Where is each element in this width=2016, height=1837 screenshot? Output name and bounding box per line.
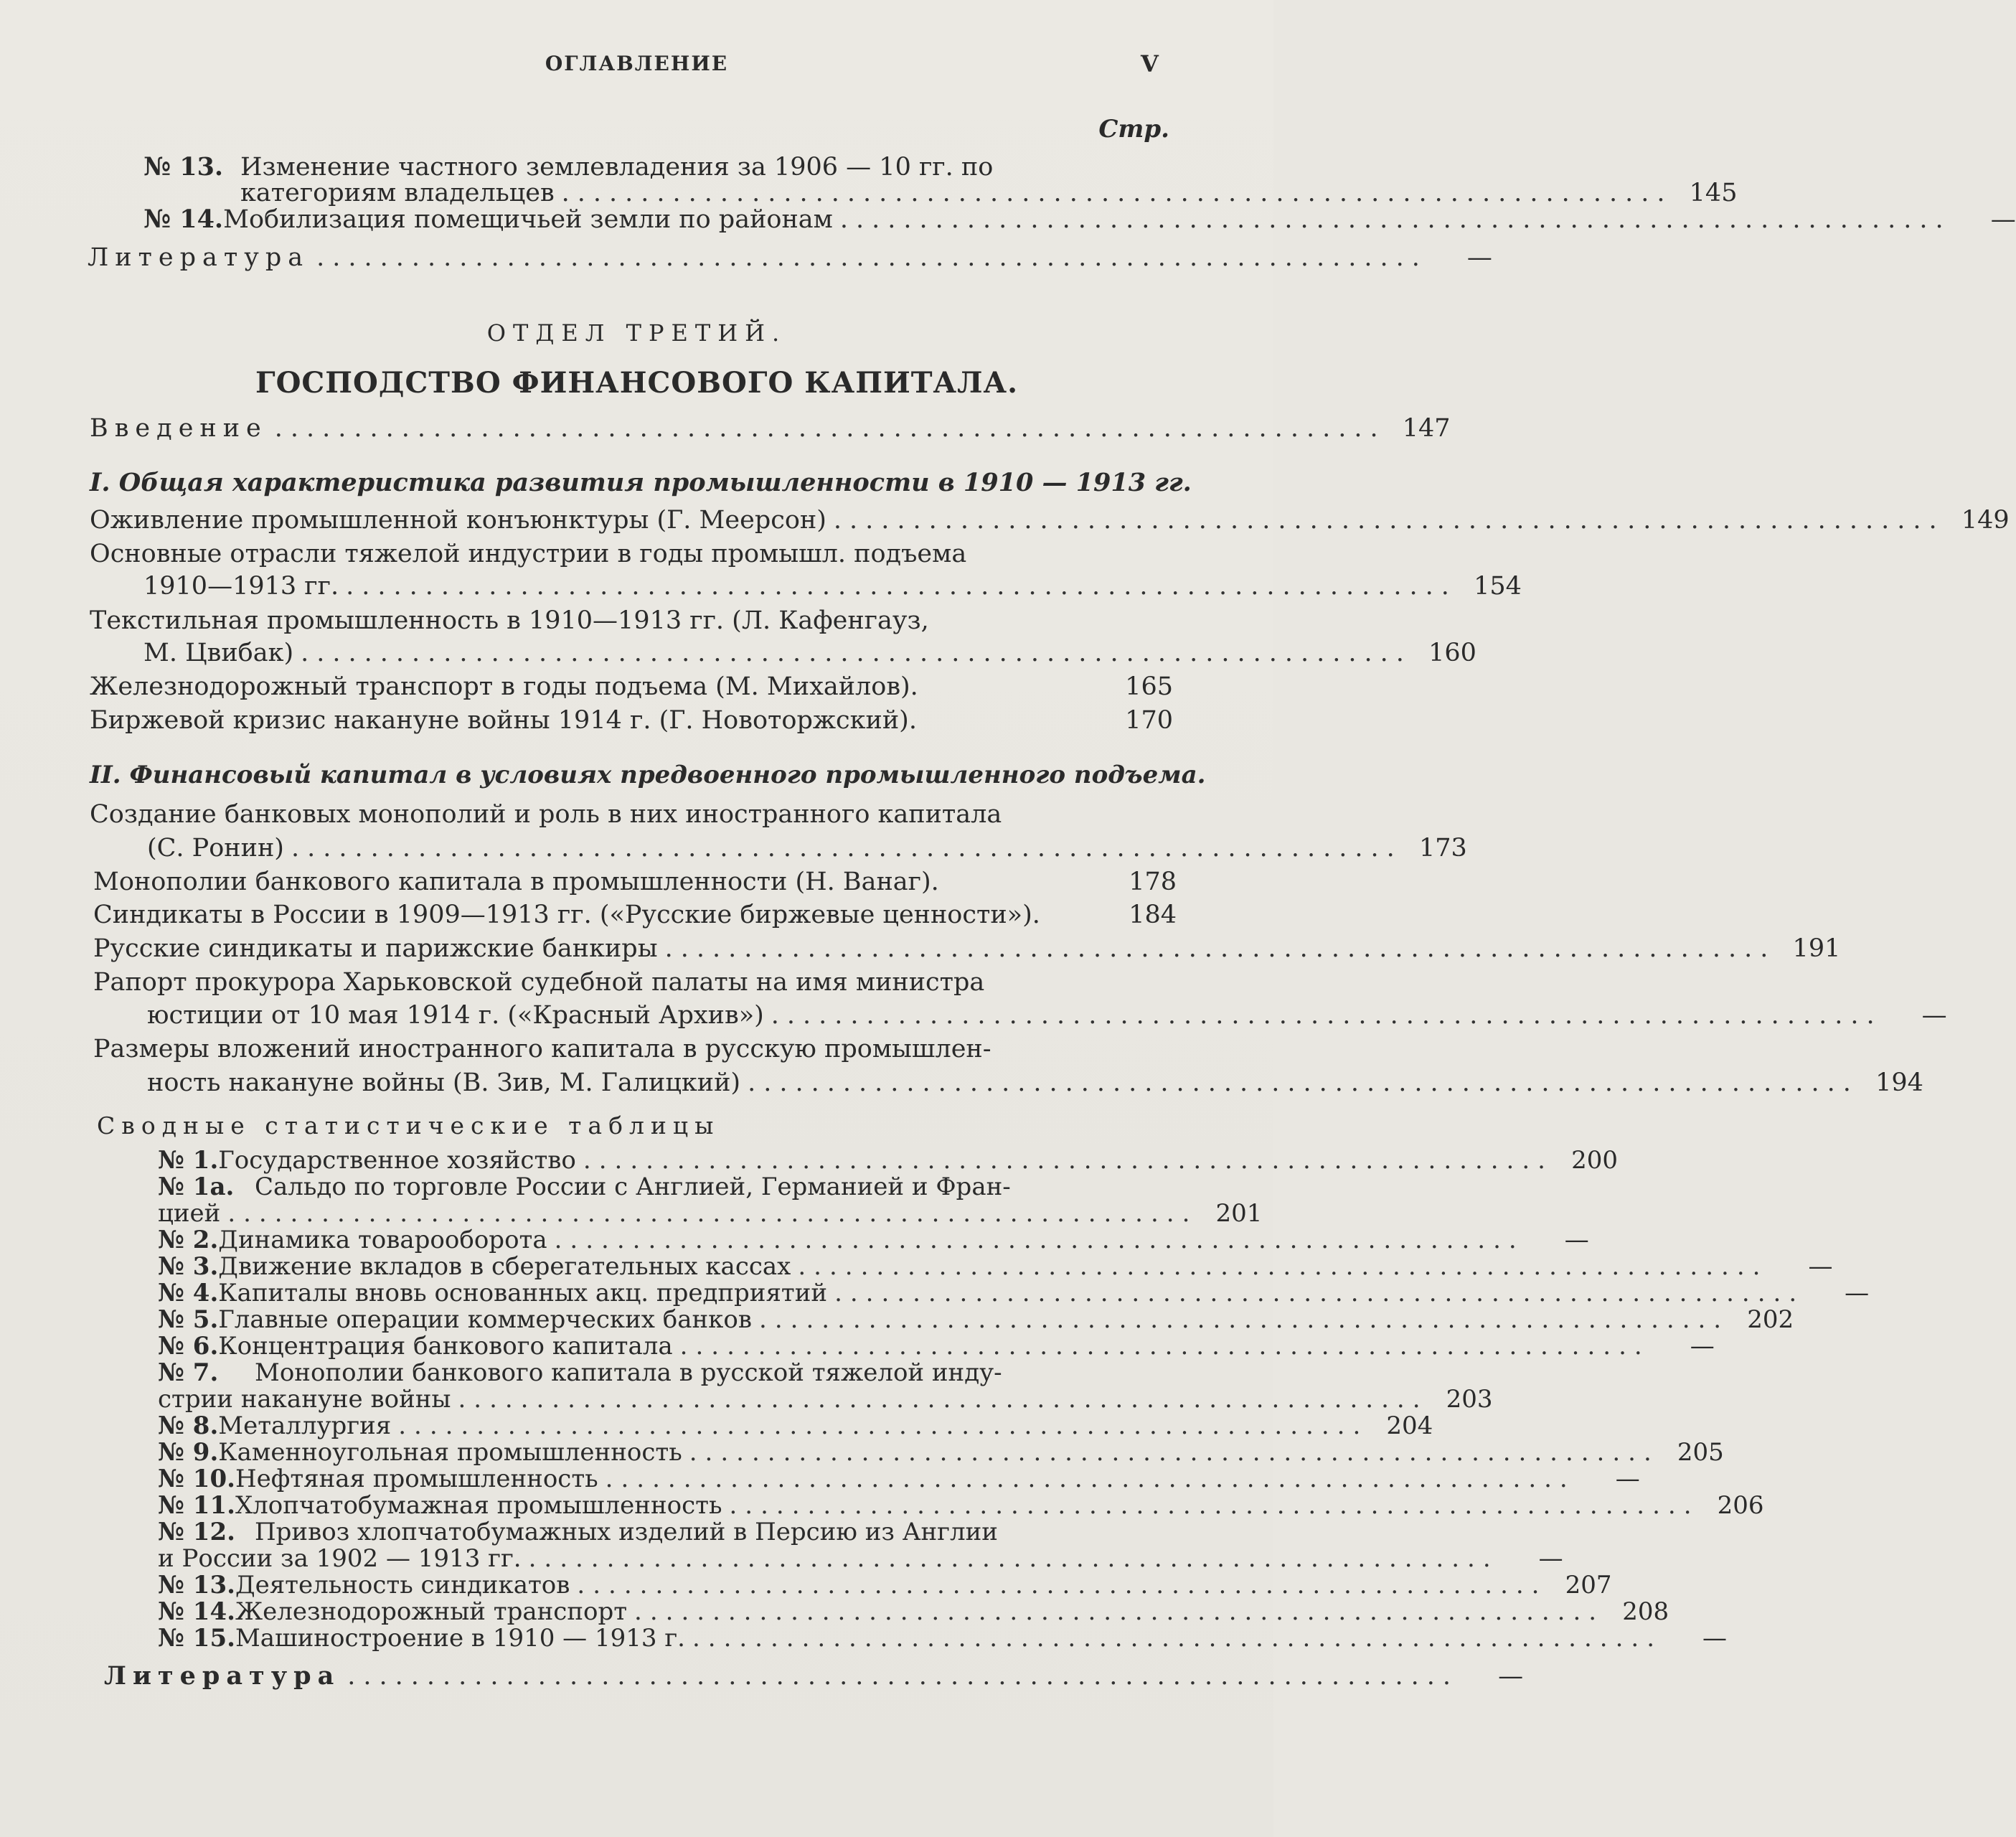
table-title: Концентрация банкового капитала — [218, 1332, 673, 1361]
toc-entry[interactable] — [93, 903, 1177, 928]
table-number: № 7. — [158, 1358, 219, 1387]
toc-entry[interactable] — [143, 572, 1522, 601]
table-page: 201 — [1215, 1199, 1263, 1228]
entry-number: № 14. — [143, 205, 224, 234]
page-column-heading: Стр. — [1098, 115, 1169, 144]
entry-page: — — [1498, 1662, 1524, 1691]
entry-page: 194 — [1875, 1068, 1923, 1097]
toc-entry[interactable] — [147, 834, 1467, 863]
table-title: Железнодорожный транспорт — [235, 1597, 628, 1626]
table-number: № 10. — [158, 1465, 235, 1493]
table-title: Каменноугольная промышленность — [218, 1438, 682, 1467]
table-number: № 6. — [158, 1332, 219, 1361]
leader-dots: .............................................................. — [729, 1491, 1700, 1520]
section-label: ОТДЕЛ ТРЕТИЙ. — [486, 319, 787, 347]
leader-dots: ...................................................................... — [664, 934, 1776, 963]
table-number: № 4. — [158, 1279, 219, 1307]
chapter-title: I. Общая характеристика развития промышленности в 1910 — 1913 гг. — [90, 468, 1192, 497]
table-page: 205 — [1677, 1438, 1724, 1467]
table-row[interactable] — [158, 1252, 1833, 1281]
leader-dots: ...................................................................... — [291, 834, 1403, 863]
toc-entry[interactable] — [90, 542, 1173, 567]
toc-entry[interactable] — [90, 606, 1173, 635]
entry-title: Оживление промышленной конъюнктуры (Г. Меерсон) — [90, 506, 826, 535]
leader-dots: .............................................................. — [634, 1597, 1605, 1626]
table-number: № 8. — [158, 1411, 219, 1440]
table-page: 208 — [1622, 1597, 1669, 1626]
leader-dots: .............................................................. — [679, 1332, 1650, 1361]
entry-title: Литература — [88, 243, 310, 272]
table-title: Главные операции коммерческих банков — [218, 1305, 753, 1334]
leader-dots: .............................................................. — [583, 1146, 1553, 1175]
entry-title: юстиции от 10 мая 1914 г. («Красный Архив») — [147, 1001, 764, 1030]
toc-entry[interactable] — [143, 154, 1169, 180]
entry-title: Монополии банкового капитала в промышленности (Н. Ванаг). — [93, 868, 939, 896]
leader-dots: ...................................................................... — [833, 506, 1945, 535]
entry-page: — — [1921, 1001, 1947, 1030]
table-row[interactable] — [158, 1358, 1180, 1387]
entry-page: 145 — [1689, 179, 1738, 207]
table-row[interactable] — [158, 1332, 1715, 1361]
table-row[interactable] — [158, 1199, 1263, 1228]
table-title: и России за 1902 — 1913 гг. — [158, 1544, 522, 1573]
table-row[interactable] — [158, 1465, 1640, 1493]
entry-title: Синдикаты в России в 1909—1913 гг. («Русские биржевые ценности»). — [93, 901, 1040, 929]
toc-entry[interactable] — [90, 506, 2010, 535]
table-row[interactable] — [158, 1411, 1433, 1440]
entry-page: 191 — [1792, 934, 1841, 963]
leader-dots: .............................................................. — [798, 1252, 1768, 1281]
leader-dots: .............................................................. — [528, 1544, 1499, 1573]
table-page: — — [1845, 1279, 1870, 1307]
table-page: — — [1702, 1624, 1728, 1653]
table-number: № 11. — [158, 1491, 235, 1520]
leader-dots: ...................................................................... — [346, 572, 1457, 601]
leader-dots: ...................................................................... — [274, 414, 1386, 443]
leader-dots: ...................................................................... — [839, 205, 1951, 234]
table-page: 206 — [1717, 1491, 1764, 1520]
leader-dots: .............................................................. — [605, 1465, 1575, 1493]
table-number: № 15. — [158, 1624, 235, 1653]
leader-dots: ...................................................................... — [316, 243, 1428, 272]
entry-title: М. Цвибак) — [143, 639, 294, 667]
table-title: Привоз хлопчатобумажных изделий в Персию из Англии — [255, 1518, 998, 1546]
table-row[interactable] — [158, 1226, 1589, 1254]
table-page: — — [1615, 1465, 1640, 1493]
table-row[interactable] — [158, 1305, 1794, 1334]
entry-title: Изменение частного землевладения за 1906 — 10 гг. по — [240, 153, 994, 182]
table-row[interactable] — [158, 1571, 1612, 1599]
table-number: № 3. — [158, 1252, 219, 1281]
leader-dots: .............................................................. — [458, 1385, 1428, 1414]
table-page: — — [1690, 1332, 1715, 1361]
toc-entry[interactable] — [147, 1068, 1923, 1097]
table-title: Капиталы вновь основанных акц. предприятий — [218, 1279, 828, 1307]
table-title: Машиностроение в 1910 — 1913 г. — [235, 1624, 685, 1653]
section-title: ГОСПОДСТВО ФИНАНСОВОГО КАПИТАЛА. — [255, 366, 1019, 400]
entry-number: № 13. — [143, 152, 224, 182]
running-header-title: ОГЛАВЛЕНИЕ — [545, 52, 729, 75]
leader-dots: .............................................................. — [554, 1226, 1525, 1254]
page-number: V — [1141, 50, 1159, 77]
table-row[interactable] — [158, 1520, 1180, 1544]
table-number: № 1. — [158, 1146, 219, 1175]
entry-page: 147 — [1402, 414, 1451, 443]
table-row[interactable] — [158, 1438, 1724, 1467]
entry-page: 165 — [1125, 672, 1173, 701]
leader-dots: ...................................................................... — [771, 1001, 1883, 1030]
toc-entry[interactable] — [90, 802, 1173, 827]
entry-page: 170 — [1125, 706, 1173, 735]
table-title: Монополии банкового капитала в русской тяжелой инду- — [255, 1358, 1002, 1387]
leader-dots: ...................................................................... — [748, 1068, 1859, 1097]
leader-dots: .............................................................. — [689, 1438, 1659, 1467]
table-title: Нефтяная промышленность — [235, 1465, 598, 1493]
table-title: Хлопчатобумажная промышленность — [235, 1491, 722, 1520]
leader-dots: .............................................................. — [692, 1624, 1663, 1653]
toc-entry[interactable] — [147, 1001, 1947, 1030]
table-number: № 1а. — [158, 1173, 235, 1201]
toc-entry[interactable] — [104, 1661, 1524, 1691]
toc-entry[interactable] — [90, 672, 1173, 701]
table-number: № 12. — [158, 1518, 235, 1546]
chapter-title: II. Финансовый капитал в условиях предвоенного промышленного подъема. — [90, 761, 1206, 789]
table-page: 204 — [1386, 1411, 1433, 1440]
table-page: 202 — [1747, 1305, 1794, 1334]
entry-page: 184 — [1129, 901, 1177, 929]
toc-entry[interactable] — [240, 179, 1738, 207]
leader-dots: ...................................................................... — [301, 639, 1412, 667]
leader-dots: .............................................................. — [759, 1305, 1730, 1334]
entry-title: Русские синдикаты и парижские банкиры — [93, 934, 658, 963]
table-title: Государственное хозяйство — [218, 1146, 576, 1175]
table-row[interactable] — [158, 1175, 1180, 1199]
entry-title: Рапорт прокурора Харьковской судебной палаты на имя министра — [93, 968, 985, 997]
table-number: № 13. — [158, 1571, 235, 1599]
table-number: № 2. — [158, 1226, 219, 1254]
entry-title: Мобилизация помещичьей земли по районам — [223, 205, 833, 234]
table-title: Движение вкладов в сберегательных кассах — [218, 1252, 791, 1281]
table-number: № 9. — [158, 1438, 219, 1467]
table-row[interactable] — [158, 1544, 1563, 1573]
entry-title: (С. Ронин) — [147, 834, 284, 863]
toc-entry[interactable] — [93, 1037, 1177, 1062]
table-title: Металлургия — [218, 1411, 392, 1440]
table-number: № 5. — [158, 1305, 219, 1334]
table-page: — — [1564, 1226, 1589, 1254]
table-title: Сальдо по торговле России с Англией, Германией и Фран- — [255, 1173, 1011, 1201]
table-page: 200 — [1571, 1146, 1618, 1175]
entry-page: 160 — [1428, 639, 1476, 667]
toc-entry[interactable] — [143, 205, 2016, 234]
toc-entry[interactable] — [93, 970, 1177, 995]
entry-title: Текстильная промышленность в 1910—1913 гг. (Л. Кафенгауз, — [90, 606, 929, 635]
entry-title: категориям владельцев — [240, 179, 555, 207]
leader-dots: .............................................................. — [834, 1279, 1805, 1307]
toc-entry[interactable] — [88, 243, 1492, 272]
table-page: — — [1808, 1252, 1833, 1281]
table-page: — — [1538, 1544, 1563, 1573]
entry-title: Биржевой кризис накануне войны 1914 г. (Г. Новоторжский). — [90, 706, 917, 735]
entry-page: 154 — [1474, 572, 1522, 601]
toc-entry[interactable] — [90, 414, 1451, 443]
leader-dots: ...................................................................... — [561, 179, 1673, 207]
leader-dots: ...................................................................... — [347, 1662, 1459, 1691]
toc-entry[interactable] — [90, 708, 1173, 733]
entry-title: Железнодорожный транспорт в годы подъема (М. Михайлов). — [90, 672, 918, 701]
toc-entry[interactable] — [93, 934, 1841, 963]
entry-title: Размеры вложений иностранного капитала в русскую промышлен- — [93, 1035, 991, 1063]
entry-page: — — [1990, 205, 2016, 234]
table-page: 203 — [1446, 1385, 1493, 1414]
tables-heading: Сводные статистические таблицы — [97, 1112, 720, 1140]
leader-dots: .............................................................. — [398, 1411, 1369, 1440]
toc-entry[interactable] — [143, 639, 1476, 667]
entry-title: 1910—1913 гг. — [143, 572, 339, 601]
entry-title: ность накануне войны (В. Зив, М. Галицкий) — [147, 1068, 741, 1097]
entry-title: Введение — [90, 414, 268, 443]
table-row[interactable] — [158, 1597, 1669, 1626]
entry-page: 178 — [1129, 868, 1177, 896]
table-page: 207 — [1565, 1571, 1612, 1599]
entry-page: 149 — [1961, 506, 2010, 535]
toc-entry[interactable] — [93, 870, 1177, 895]
table-row[interactable] — [158, 1491, 1764, 1520]
table-title: стрии накануне войны — [158, 1385, 451, 1414]
table-row[interactable] — [158, 1279, 1870, 1307]
entry-title: Создание банковых монополий и роль в них иностранного капитала — [90, 800, 1002, 829]
table-title: Динамика товарооборота — [218, 1226, 547, 1254]
leader-dots: .............................................................. — [227, 1199, 1198, 1228]
table-row[interactable] — [158, 1624, 1728, 1653]
entry-title: Литература — [104, 1661, 341, 1691]
table-title: цией — [158, 1199, 221, 1228]
table-number: № 14. — [158, 1597, 235, 1626]
table-row[interactable] — [158, 1146, 1618, 1175]
entry-title: Основные отрасли тяжелой индустрии в годы промышл. подъема — [90, 540, 967, 568]
entry-page: — — [1466, 243, 1492, 272]
entry-page: 173 — [1418, 834, 1467, 863]
table-title: Деятельность синдикатов — [235, 1571, 570, 1599]
table-row[interactable] — [158, 1385, 1493, 1414]
leader-dots: .............................................................. — [577, 1571, 1548, 1599]
